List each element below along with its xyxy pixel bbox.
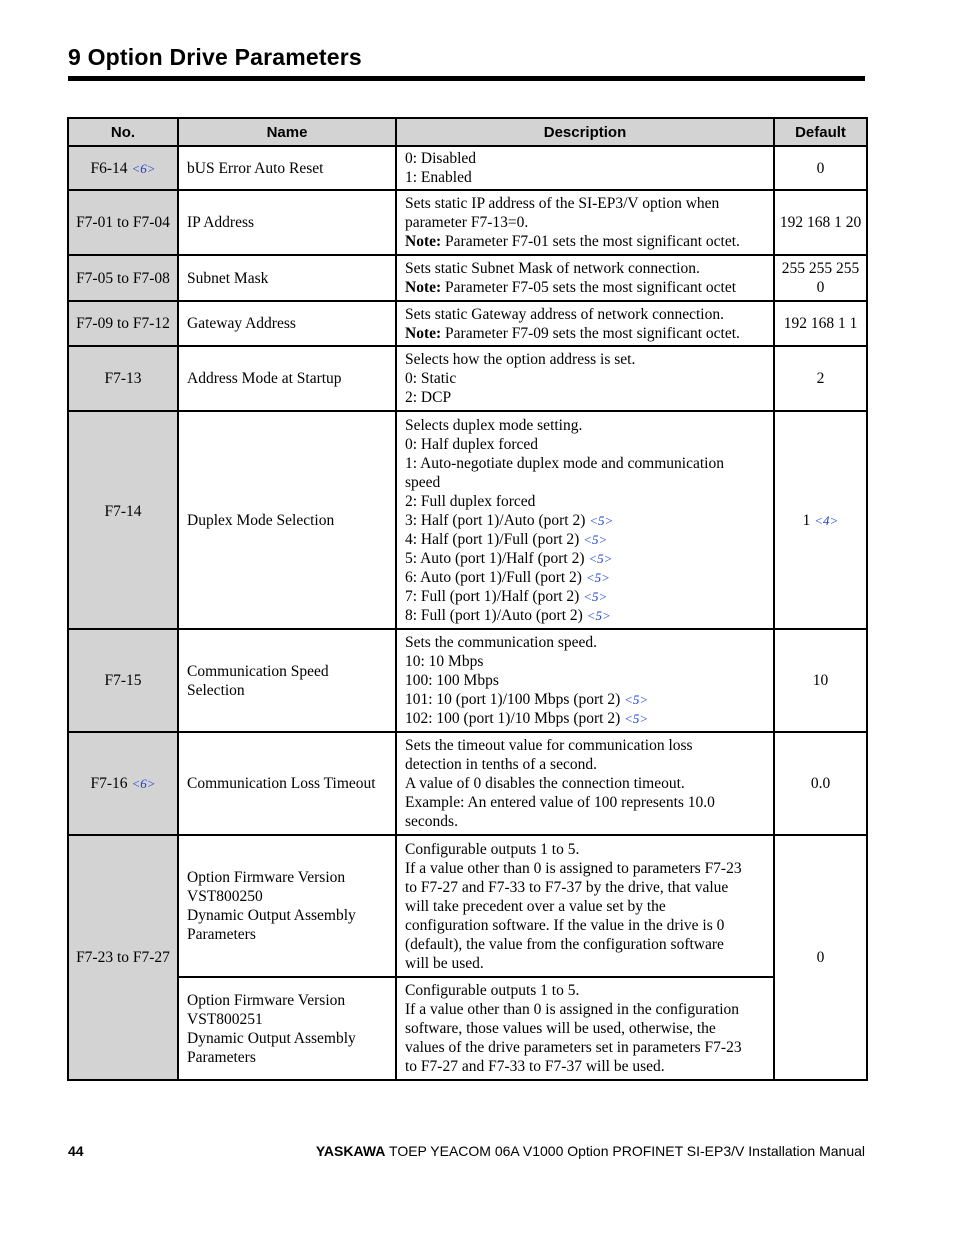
param-description: Configurable outputs 1 to 5. If a value other than 0 is assigned to parameters F7-23 to F7-27 and F7-33 to F7-37 by the drive, that value will take precedent over a value set by the configuration software. If the value in the drive is 0 (default), the value from the configuration software will be used.: [396, 835, 774, 977]
param-name: bUS Error Auto Reset: [178, 146, 396, 190]
param-name: Gateway Address: [178, 301, 396, 346]
footnote-ref: <4>: [814, 512, 839, 528]
param-description: Selects how the option address is set. 0: Static 2: DCP: [396, 346, 774, 411]
table-row: [68, 346, 867, 411]
footnote-ref: <5>: [585, 569, 610, 585]
param-default: 0: [774, 146, 867, 190]
table-row: [68, 301, 867, 346]
param-name: Subnet Mask: [178, 255, 396, 301]
param-no: F7-13: [68, 346, 178, 411]
param-description: Sets the communication speed. 10: 10 Mbps 100: 100 Mbps 101: 10 (port 1)/100 Mbps (port 2) <5> 102: 100 (port 1)/10 Mbps (port 2) <5>: [396, 629, 774, 732]
table-row: [68, 977, 867, 1080]
table-header-row: [68, 118, 867, 146]
header-no: No.: [68, 118, 178, 146]
param-name: Address Mode at Startup: [178, 346, 396, 411]
page-title: 9 Option Drive Parameters: [68, 44, 362, 70]
param-description: Sets static Gateway address of network connection. Note: Parameter F7-09 sets the most significant octet.: [396, 301, 774, 346]
param-name: Communication Speed Selection: [178, 629, 396, 732]
title-rule: [68, 76, 865, 81]
table-row: [68, 629, 867, 732]
param-no: F7-23 to F7-27: [68, 835, 178, 1080]
table-row: [68, 255, 867, 301]
footer-title: YASKAWA TOEP YEACOM 06A V1000 Option PROFINET SI-EP3/V Installation Manual: [315, 1143, 865, 1159]
param-default: 255 255 255 0: [774, 255, 867, 301]
footnote-ref: <6>: [131, 160, 156, 176]
param-description: Configurable outputs 1 to 5. If a value other than 0 is assigned in the configuration software, those values will be used, otherwise, the values of the drive parameters set in parameters F7-23 to F7-27 and F7-33 to F7-37 will be used.: [396, 977, 774, 1080]
param-no: F7-01 to F7-04: [68, 190, 178, 255]
param-name: Communication Loss Timeout: [178, 732, 396, 835]
param-no: F7-16 <6>: [68, 732, 178, 835]
param-default: 192 168 1 1: [774, 301, 867, 346]
parameter-table: [67, 117, 868, 1081]
footnote-ref: <5>: [588, 550, 613, 566]
footnote-ref: <5>: [589, 512, 614, 528]
param-no: F7-14: [68, 411, 178, 629]
param-name: Duplex Mode Selection: [178, 411, 396, 629]
param-description: Selects duplex mode setting. 0: Half duplex forced 1: Auto-negotiate duplex mode and communication speed 2: Full duplex forced 3: Half (port 1)/Auto (port 2) <5> 4: Half (port 1)/Full (port 2) <5> 5: Auto (port 1)/Half (port 2) <5> 6: Auto (port 1)/Full (port 2) <5> 7: Full (port 1)/Half (port 2) <5> 8: Full (port 1)/Auto (port 2) <5>: [396, 411, 774, 629]
header-name: Name: [178, 118, 396, 146]
param-description: Sets static Subnet Mask of network connection. Note: Parameter F7-05 sets the most significant octet: [396, 255, 774, 301]
param-name: Option Firmware Version VST800250 Dynamic Output Assembly Parameters: [178, 835, 396, 977]
param-no: F6-14 <6>: [68, 146, 178, 190]
param-default: 10: [774, 629, 867, 732]
table-row: [68, 146, 867, 190]
param-description: Sets the timeout value for communication loss detection in tenths of a second. A value of 0 disables the connection timeout. Example: An entered value of 100 represents 10.0 seconds.: [396, 732, 774, 835]
footnote-ref: <5>: [586, 607, 611, 623]
param-default: 0: [774, 835, 867, 1080]
table-row: [68, 835, 867, 977]
table-row: [68, 411, 867, 629]
param-description: Sets static IP address of the SI-EP3/V option when parameter F7-13=0. Note: Parameter F7-01 sets the most significant octet.: [396, 190, 774, 255]
param-no: F7-15: [68, 629, 178, 732]
header-description: Description: [396, 118, 774, 146]
param-default: 2: [774, 346, 867, 411]
param-no: F7-05 to F7-08: [68, 255, 178, 301]
param-description: 0: Disabled 1: Enabled: [396, 146, 774, 190]
footnote-ref: <5>: [583, 588, 608, 604]
param-default: 192 168 1 20: [774, 190, 867, 255]
page-number: 44: [68, 1143, 84, 1159]
footnote-ref: <5>: [624, 711, 649, 726]
header-default: Default: [774, 118, 867, 146]
footnote-ref: <6>: [131, 776, 156, 791]
param-name: IP Address: [178, 190, 396, 255]
param-default: 1 <4>: [774, 411, 867, 629]
param-default: 0.0: [774, 732, 867, 835]
param-name: Option Firmware Version VST800251 Dynamic Output Assembly Parameters: [178, 977, 396, 1080]
footnote-ref: <5>: [583, 531, 608, 547]
brand-name: YASKAWA: [315, 1143, 386, 1159]
footnote-ref: <5>: [624, 692, 649, 707]
table-row: [68, 732, 867, 835]
param-no: F7-09 to F7-12: [68, 301, 178, 346]
table-row: [68, 190, 867, 255]
